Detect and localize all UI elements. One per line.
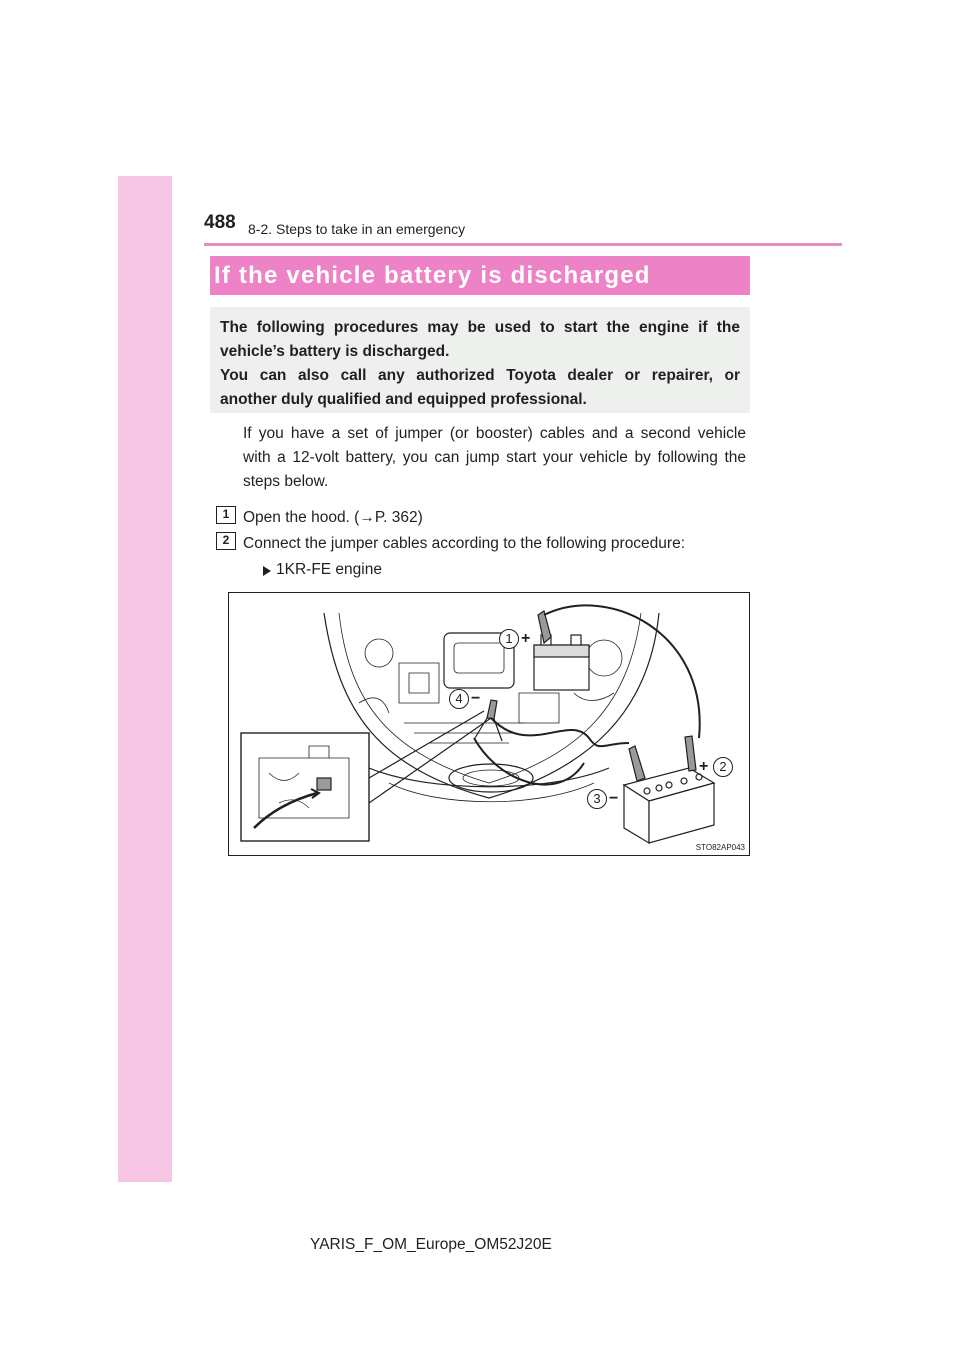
intro-line: vehicle’s battery is discharged. [220, 343, 450, 360]
positive-terminal-icon: + [521, 630, 531, 647]
step-number-badge: 2 [216, 532, 236, 550]
jump-start-figure [228, 592, 750, 856]
header-divider [204, 243, 842, 246]
negative-terminal-icon: − [471, 690, 481, 707]
figure-code: STO82AP043 [695, 843, 745, 852]
intro-line: You can also call any authorized Toyota dealer or repairer, or [220, 367, 740, 384]
intro-box [210, 307, 750, 413]
intro-line: The following procedures may be used to start the engine if the [220, 319, 740, 336]
page-title: If the vehicle battery is discharged [214, 262, 651, 289]
engine-bay-illustration [229, 593, 750, 856]
engine-label: 1KR-FE engine [276, 561, 382, 578]
callout-2: 2 [713, 757, 733, 777]
step-text: Connect the jumper cables according to the following procedure: [243, 535, 686, 552]
section-title: 8-2. Steps to take in an emergency [248, 221, 466, 237]
body-line: If you have a set of jumper (or booster) cables and a second vehicle [243, 425, 746, 442]
callout-4: 4 [449, 689, 469, 709]
negative-terminal-icon: − [609, 790, 619, 807]
callout-1: 1 [499, 629, 519, 649]
step-number-badge: 1 [216, 506, 236, 524]
chapter-side-tab [118, 176, 172, 1182]
step-text: Open the hood. (→P. 362) [243, 509, 423, 526]
bullet-arrow-icon [263, 566, 271, 576]
positive-terminal-icon: + [699, 758, 709, 775]
title-banner [210, 256, 750, 295]
body-line: with a 12-volt battery, you can jump start your vehicle by following the [243, 449, 746, 466]
callout-3: 3 [587, 789, 607, 809]
page-number: 488 [204, 212, 236, 233]
body-paragraph [243, 422, 746, 494]
document-code: YARIS_F_OM_Europe_OM52J20E [310, 1236, 552, 1253]
body-line: steps below. [243, 473, 329, 490]
intro-line: another duly qualified and equipped professional. [220, 391, 587, 408]
